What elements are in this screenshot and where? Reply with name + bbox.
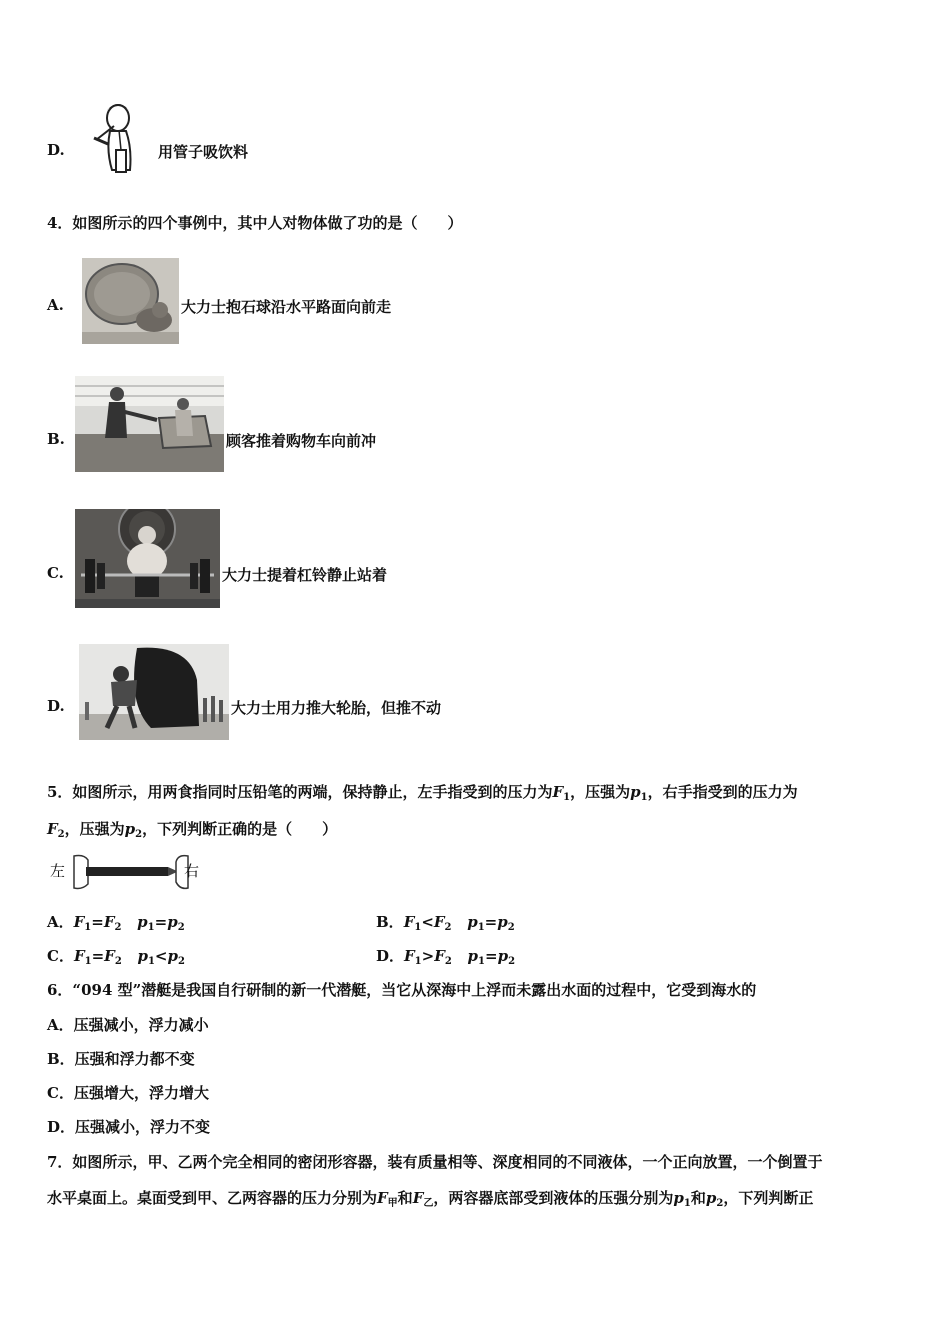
q5-option-b: B．$F_1<F_2$ $p_1=p_2$ xyxy=(376,913,515,933)
q5-option-c: C．$F_1=F_2$ $p_1<p_2$ xyxy=(47,947,185,967)
q6-option-c: C．压强增大，浮力增大 xyxy=(47,1084,209,1102)
q4-option-c-text: 大力士提着杠铃静止站着 xyxy=(222,566,388,584)
figure-right-label: 右 xyxy=(184,862,200,880)
q3-option-d-letter: D. xyxy=(47,141,65,159)
q3-option-d-text: 用管子吸饮料 xyxy=(158,143,249,161)
q5-stem-part-e: ，下列判断正确的是（ ） xyxy=(142,820,338,838)
q5-p1: $p_1$ xyxy=(630,783,648,803)
pencil-figure xyxy=(50,850,205,894)
q6-option-a: A．压强减小，浮力减小 xyxy=(47,1016,209,1034)
q5-option-d: D．$F_1>F_2$ $p_1=p_2$ xyxy=(376,947,516,967)
q5-stem-line1 xyxy=(47,781,798,803)
q5-f1: $F_1$ xyxy=(552,783,571,803)
q7-stem-line1: 7．如图所示，甲、乙两个完全相同的密闭形容器，装有质量相等、深度相同的不同液体，一个正向放置，一个倒置于 xyxy=(47,1153,823,1171)
q6-option-b: B．压强和浮力都不变 xyxy=(47,1050,195,1068)
q4-option-a-letter: A. xyxy=(47,296,64,314)
straw-drinking-image xyxy=(86,100,142,186)
shopping-cart-image xyxy=(75,376,224,472)
q4-option-a-text: 大力士抱石球沿水平路面向前走 xyxy=(181,298,392,316)
q4-option-b-text: 顾客推着购物车向前冲 xyxy=(226,432,377,450)
q6-option-d: D．压强减小，浮力不变 xyxy=(47,1118,211,1136)
q5-f2: $F_2$ xyxy=(47,820,65,840)
q7-stem-line2: 水平桌面上。桌面受到甲、乙两容器的压力分别为$F_甲$和$F_乙$，两容器底部受到液体的压强分别为$p_1$和$p_2$，下列判断正 xyxy=(47,1189,814,1209)
q5-stem-line2 xyxy=(47,818,337,840)
q5-p2: $p_2$ xyxy=(124,820,143,840)
barbell-image xyxy=(75,509,220,608)
q4-stem: 4．如图所示的四个事例中，其中人对物体做了功的是（ ） xyxy=(47,214,463,232)
q4-option-b-letter: B. xyxy=(47,430,65,448)
q6-stem: 6．“094 型”潜艇是我国自行研制的新一代潜艇，当它从深海中上浮而未露出水面的过程中，它受到海水的 xyxy=(47,981,757,999)
q5-stem-part-c: ，右手指受到的压力为 xyxy=(647,783,798,801)
q4-option-d-letter: D. xyxy=(47,697,65,715)
tire-push-image xyxy=(79,644,229,740)
stone-ball-image xyxy=(82,258,179,344)
q5-stem-part-b: ，压强为 xyxy=(570,783,631,801)
q5-option-a: A．$F_1=F_2$ $p_1=p_2$ xyxy=(47,913,185,933)
q5-stem-part-a: 5．如图所示，用两食指同时压铅笔的两端，保持静止，左手指受到的压力为 xyxy=(47,783,553,801)
q4-option-d-text: 大力士用力推大轮胎，但推不动 xyxy=(231,699,442,717)
figure-left-label: 左 xyxy=(50,862,66,880)
q5-stem-part-d: ，压强为 xyxy=(64,820,125,838)
q4-option-c-letter: C. xyxy=(47,564,64,582)
